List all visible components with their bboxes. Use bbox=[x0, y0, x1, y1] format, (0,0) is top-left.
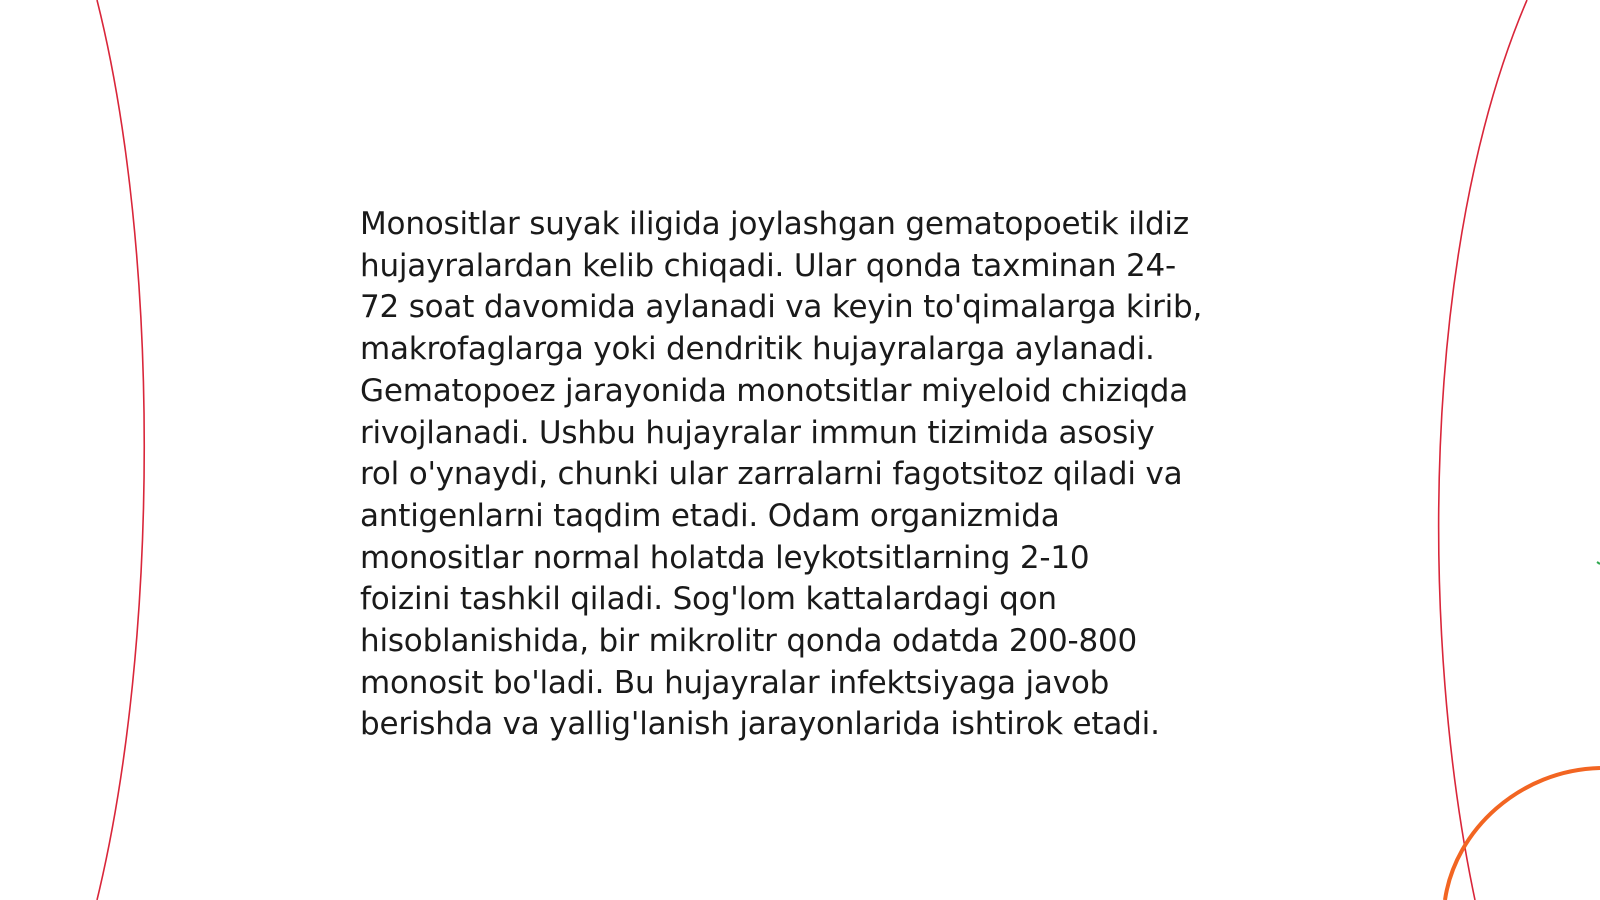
left-curve-line bbox=[97, 0, 144, 900]
orange-arc bbox=[1445, 768, 1600, 900]
body-text: Monositlar suyak iligida joylashgan gematopoetik ildiz hujayralardan kelib chiqadi. Ular qonda taxminan 24- 72 soat davomida aylanadi va keyin to'qimalarga kirib, makrofaglarga yoki dendritik hujayralarga aylanadi. Gematopoez jarayonida monotsitlar miyeloid chiziqda rivojlanadi. Ushbu hujayralar immun tizimida asosiy rol o'ynaydi, chunki ular zarralarni fagotsitoz qiladi va antigenlarni taqdim etadi. Odam organizmida monositlar normal holatda leykotsitlarning 2-10 foizini tashkil qiladi. Sog'lom kattalardagi qon hisoblanishida, bir mikrolitr qonda odatda 200-800 monosit bo'ladi. Bu hujayralar infektsiyaga javob berishda va yallig'lanish jarayonlarida ishtirok etadi. bbox=[360, 206, 1203, 743]
right-curve-line bbox=[1439, 0, 1527, 900]
